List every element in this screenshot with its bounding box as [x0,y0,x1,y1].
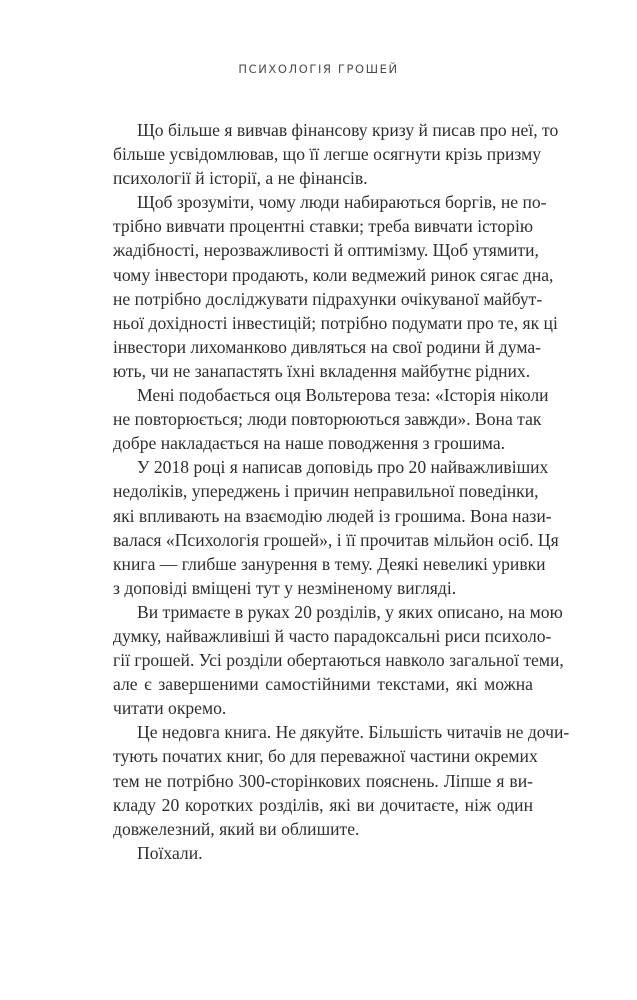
text-line: тують початих книг, бо для переважної частини окремих [113,746,538,767]
body-text [113,118,570,865]
text-line: недоліків, упереджень і причин неправильної поведінки, [113,481,539,502]
running-header: ПСИХОЛОГІЯ ГРОШЕЙ [238,62,399,76]
text-line: читати окремо. [113,698,227,719]
text-line: довжелезний, який ви облишите. [113,818,360,839]
text-line: не потрібно досліджувати підрахунки очікуваної майбут- [113,288,543,309]
text-line: жадібності, нерозважливості й оптимізму. Щоб утямити, [113,240,539,261]
text-line: ньої дохідності інвестицій; потрібно подумати про те, як ці [113,312,558,333]
text-line: але є завершеними самостійними текстами, які можна [113,674,533,695]
text-line: Мені подобається оця Вольтерова теза: «Історія ніколи [137,385,549,406]
paragraph [113,841,533,865]
paragraph [113,190,558,383]
paragraph [113,383,549,455]
text-line: ють, чи не занапастять їхні вкладення майбутнє рідних. [113,360,531,381]
text-line: інвестори лихоманково дивляться на свої родини й дума- [113,336,542,357]
text-line: тем не потрібно 300-сторінкових пояснень. Ліпше я ви- [113,770,533,791]
text-line: Це недовга книга. Не дякуйте. Більшість читачів не дочи- [137,722,570,743]
text-line: Ви тримаєте в руках 20 розділів, у яких описано, на мою [137,601,563,622]
text-line: з доповіді вміщені тут у незміненому вигляді. [113,577,457,598]
text-line: не повторюється; люди повторюються завжди». Вона так [113,409,542,430]
text-line: Поїхали. [137,842,203,863]
text-line: психології й історії, а не фінансів. [113,168,368,189]
paragraph [113,118,559,190]
paragraph [113,455,559,600]
text-line: чому інвестори продають, коли ведмежий ринок сягає дна, [113,264,554,285]
text-line: У 2018 році я написав доповідь про 20 найважливіших [137,457,549,478]
text-line: добре накладається на наше поводження з грошима. [113,433,506,454]
text-line: більше усвідомлював, що її легше осягнути крізь призму [113,144,542,165]
text-line: кладу 20 коротких розділів, які ви дочитаєте, ніж один [113,794,533,815]
text-line: книга — глибше занурення в тему. Деякі невеликі уривки [113,553,546,574]
text-line: Що більше я вивчав фінансову кризу й писав про неї, то [137,120,559,140]
paragraph [113,720,570,840]
text-line: які впливають на взаємодію людей із грошима. Вона нази- [113,505,552,526]
text-line: трібно вивчати процентні ставки; треба вивчати історію [113,216,533,237]
text-line: гії грошей. Усі розділи обертаються навколо загальної теми, [113,650,564,671]
text-line: валася «Психологія грошей», і її прочитав мільйон осіб. Ця [113,529,559,550]
text-line: думку, найважливіші й часто парадоксальні риси психоло- [113,625,552,646]
paragraph [113,600,564,720]
text-line: Щоб зрозуміти, чому люди набираються боргів, не по- [137,192,547,213]
